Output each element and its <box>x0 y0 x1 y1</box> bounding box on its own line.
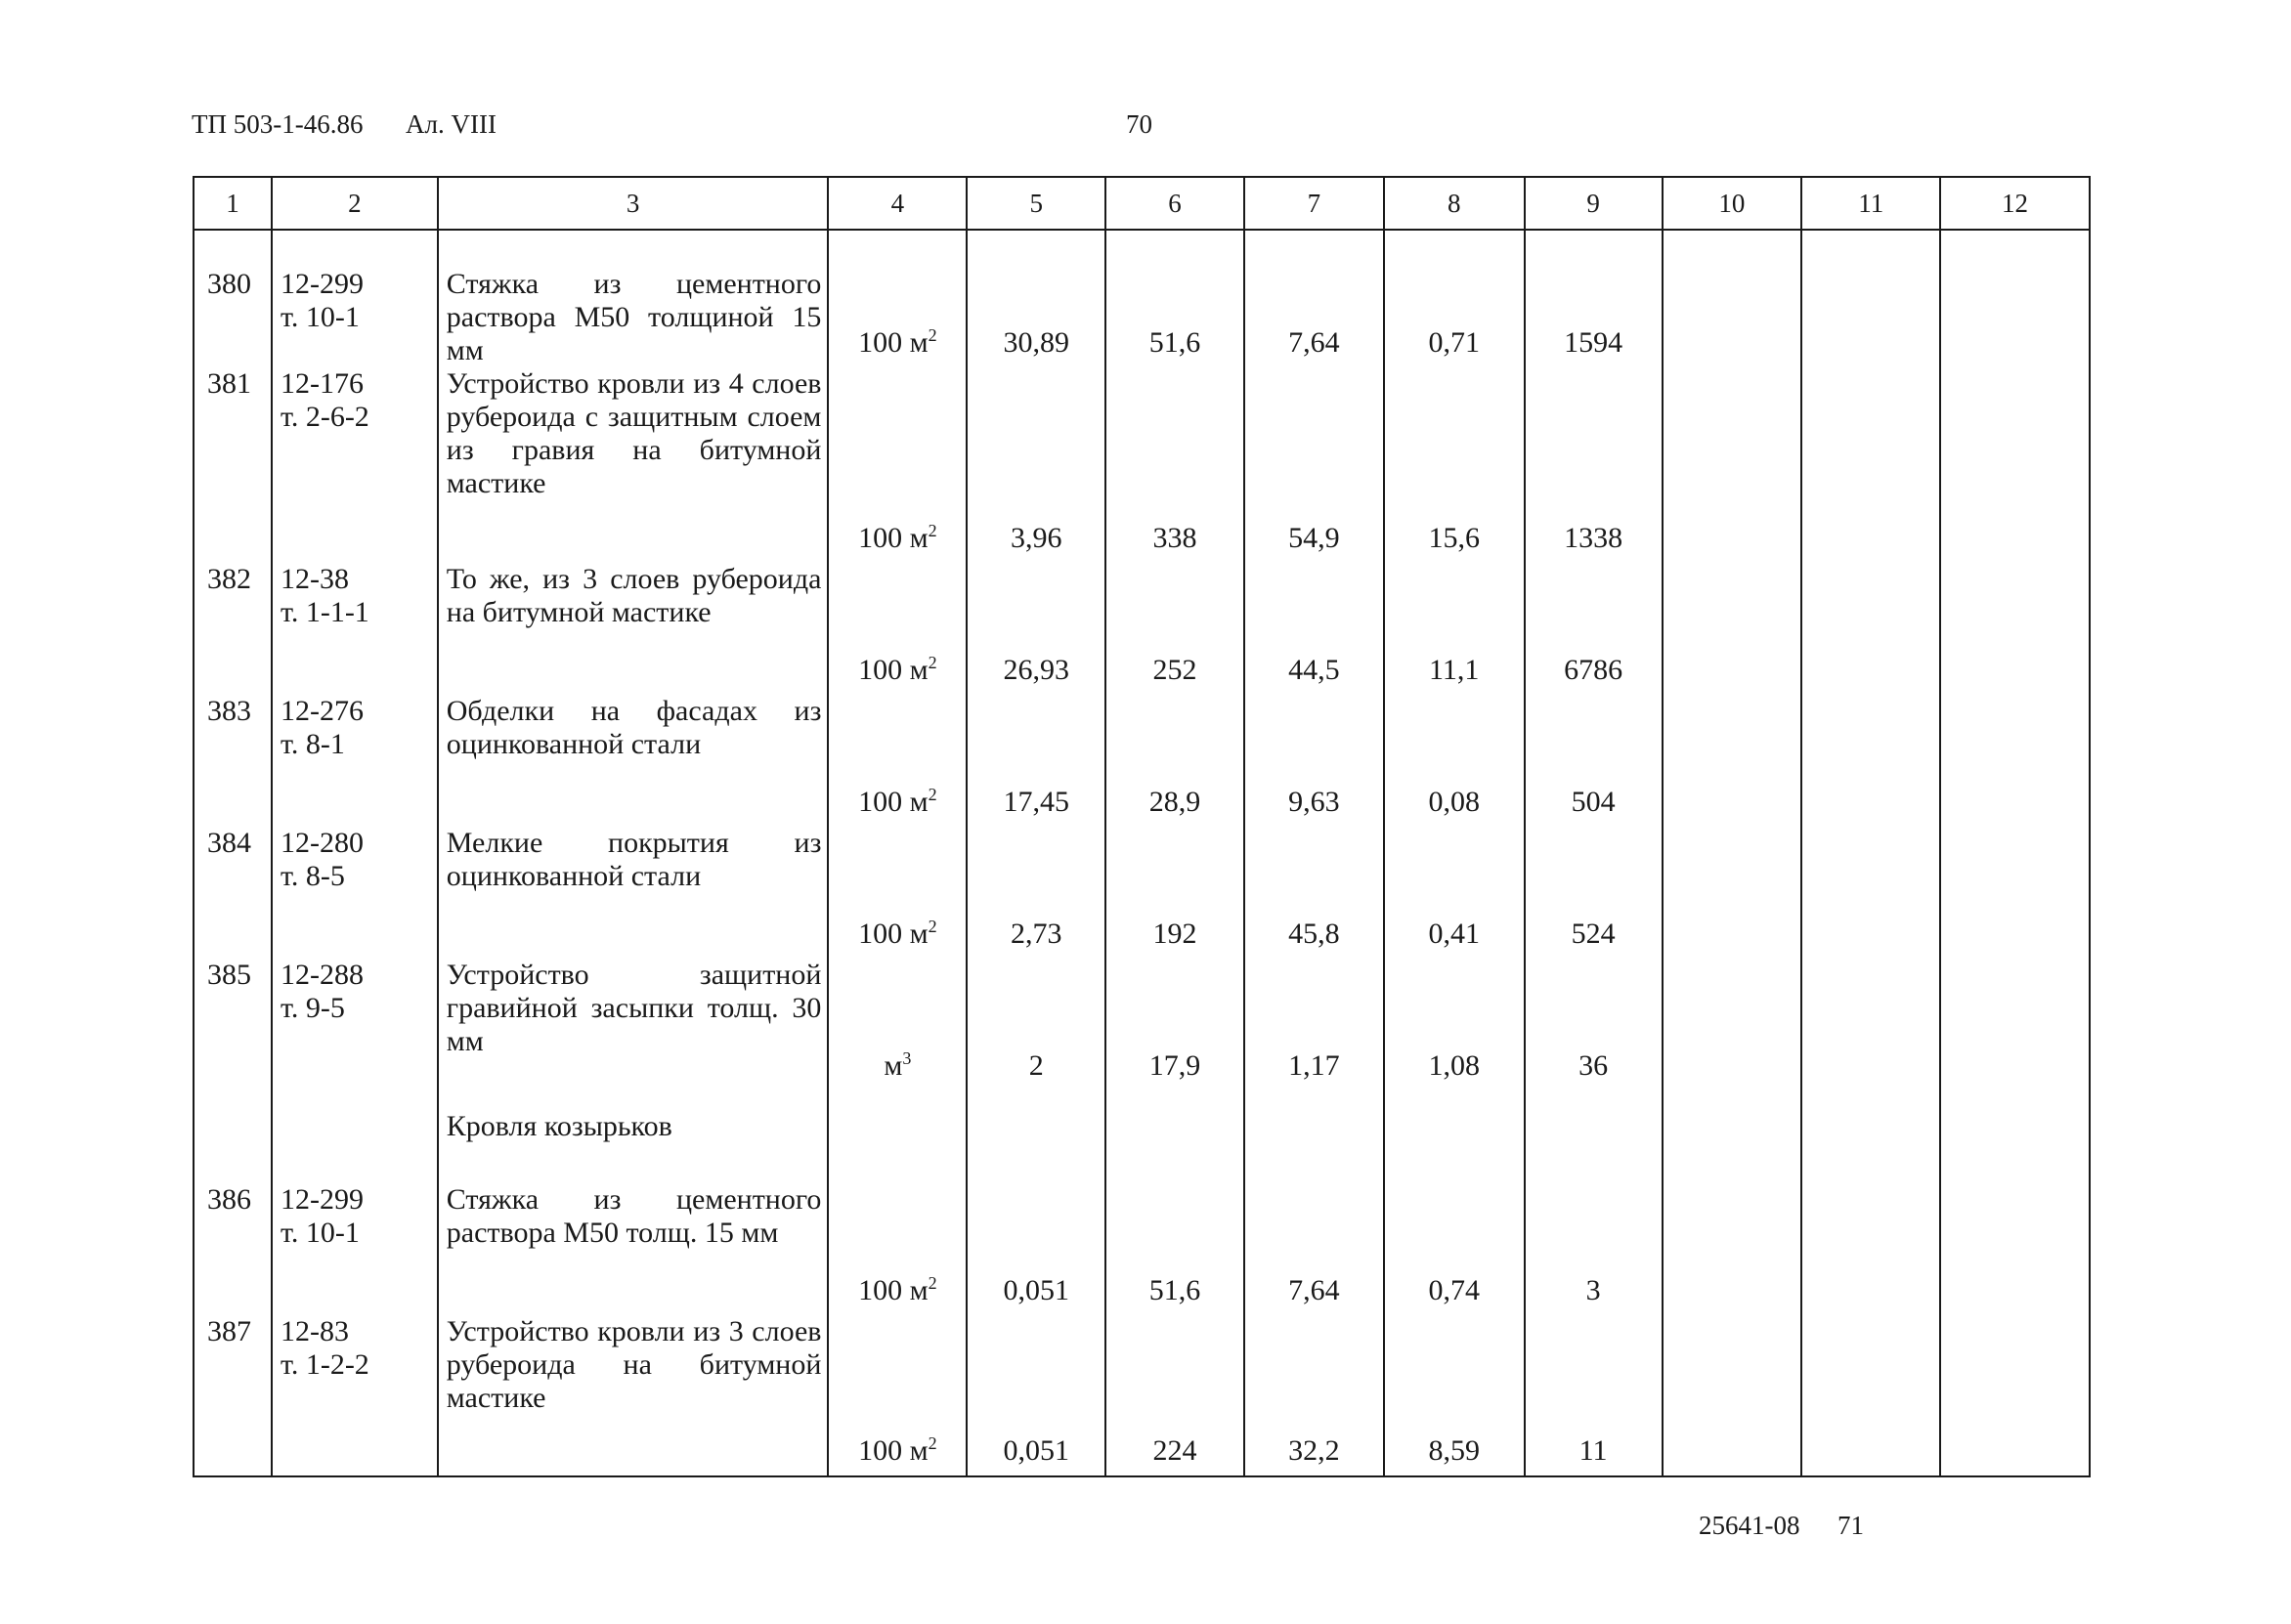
work-description: Мелкие покрытия из оцинкованной стали <box>438 827 829 959</box>
empty-cell <box>1801 563 1940 695</box>
empty-cell <box>1663 959 1802 1090</box>
row-number: 384 <box>194 827 272 959</box>
norm-code: 12-83 <box>280 1315 349 1347</box>
section-title: Кровля козырьков <box>446 1110 672 1142</box>
value-c9: 6786 <box>1525 563 1663 695</box>
empty-cell <box>1940 1315 2090 1476</box>
table-row <box>194 959 2090 1090</box>
unit-exponent: 2 <box>928 1273 937 1293</box>
norm-code-cell <box>272 1183 438 1315</box>
footer-page-number: 71 <box>1837 1511 1864 1540</box>
unit-cell <box>828 1315 967 1476</box>
empty-cell <box>1801 827 1940 959</box>
value-c5: 2 <box>967 959 1105 1090</box>
work-description: Устройство защитной гравийной засыпки толщ. 30 мм <box>438 959 829 1090</box>
value-c8: 0,71 <box>1384 230 1525 367</box>
value-c9: 11 <box>1525 1315 1663 1476</box>
empty-cell <box>1940 827 2090 959</box>
table-cell <box>272 1090 438 1183</box>
value-c8: 0,41 <box>1384 827 1525 959</box>
empty-cell <box>1801 959 1940 1090</box>
empty-cell <box>1940 230 2090 367</box>
value-c7: 44,5 <box>1244 563 1384 695</box>
norm-code: 12-299 <box>280 268 364 300</box>
value-c6: 28,9 <box>1105 695 1244 827</box>
table-cell <box>828 1090 967 1183</box>
table-cell <box>438 1090 829 1183</box>
norm-table-ref: т. 10-1 <box>280 301 360 333</box>
norm-code-cell <box>272 959 438 1090</box>
value-c9: 3 <box>1525 1183 1663 1315</box>
work-description: Стяжка из цементного раствора М50 толщ. 15 мм <box>438 1183 829 1315</box>
table-cell <box>1244 1090 1384 1183</box>
unit-exponent: 2 <box>928 917 937 936</box>
work-description: То же, из 3 слоев рубероида на битумной мастике <box>438 563 829 695</box>
value-c5: 3,96 <box>967 367 1105 563</box>
norm-code: 12-299 <box>280 1183 364 1216</box>
table-row <box>194 563 2090 695</box>
column-header: 2 <box>272 177 438 230</box>
unit-exponent: 2 <box>928 653 937 672</box>
value-c9: 36 <box>1525 959 1663 1090</box>
value-c9: 1338 <box>1525 367 1663 563</box>
table-row <box>194 695 2090 827</box>
value-c5: 0,051 <box>967 1183 1105 1315</box>
value-c6: 252 <box>1105 563 1244 695</box>
row-number: 381 <box>194 367 272 563</box>
header-row <box>194 177 2090 230</box>
value-c6: 224 <box>1105 1315 1244 1476</box>
value-c6: 338 <box>1105 367 1244 563</box>
norm-table-ref: т. 1-1-1 <box>280 596 369 628</box>
norm-table-ref: т. 8-5 <box>280 860 345 892</box>
unit-exponent: 2 <box>928 785 937 804</box>
table-cell <box>1801 1090 1940 1183</box>
estimate-table <box>193 176 2091 1477</box>
norm-code: 12-288 <box>280 959 364 991</box>
norm-code-cell <box>272 827 438 959</box>
row-number: 380 <box>194 230 272 367</box>
unit-cell <box>828 695 967 827</box>
empty-cell <box>1940 367 2090 563</box>
value-c7: 7,64 <box>1244 230 1384 367</box>
footer-code: 25641-08 <box>1699 1511 1800 1540</box>
unit: м <box>884 1049 903 1082</box>
column-header: 10 <box>1663 177 1802 230</box>
value-c6: 17,9 <box>1105 959 1244 1090</box>
work-description: Устройство кровли из 3 слоев рубероида на битумной мастике <box>438 1315 829 1476</box>
row-number: 382 <box>194 563 272 695</box>
unit-cell <box>828 563 967 695</box>
column-header: 1 <box>194 177 272 230</box>
unit-cell <box>828 1183 967 1315</box>
empty-cell <box>1801 695 1940 827</box>
norm-code: 12-280 <box>280 827 364 859</box>
empty-cell <box>1801 1315 1940 1476</box>
value-c9: 524 <box>1525 827 1663 959</box>
value-c7: 45,8 <box>1244 827 1384 959</box>
work-description: Обделки на фасадах из оцинкованной стали <box>438 695 829 827</box>
row-number: 383 <box>194 695 272 827</box>
norm-table-ref: т. 1-2-2 <box>280 1348 369 1381</box>
value-c6: 51,6 <box>1105 1183 1244 1315</box>
value-c7: 9,63 <box>1244 695 1384 827</box>
row-number: 385 <box>194 959 272 1090</box>
unit-exponent: 2 <box>928 1433 937 1453</box>
value-c8: 1,08 <box>1384 959 1525 1090</box>
empty-cell <box>1663 1183 1802 1315</box>
unit: 100 м <box>858 1274 929 1306</box>
table-cell <box>1663 1090 1802 1183</box>
empty-cell <box>1940 695 2090 827</box>
empty-cell <box>1801 367 1940 563</box>
norm-code-cell <box>272 563 438 695</box>
column-header: 5 <box>967 177 1105 230</box>
row-number: 386 <box>194 1183 272 1315</box>
table-cell <box>1940 1090 2090 1183</box>
work-description: Устройство кровли из 4 слоев рубероида с защитным слоем из гравия на битумной мастике <box>438 367 829 563</box>
norm-code: 12-38 <box>280 563 349 595</box>
document-code: ТП 503-1-46.86 <box>192 109 364 139</box>
empty-cell <box>1801 1183 1940 1315</box>
value-c7: 32,2 <box>1244 1315 1384 1476</box>
work-description: Стяжка из цементного раствора М50 толщиной 15 мм <box>438 230 829 367</box>
album-number: Ал. VIII <box>406 109 497 139</box>
value-c9: 504 <box>1525 695 1663 827</box>
value-c6: 192 <box>1105 827 1244 959</box>
row-number: 387 <box>194 1315 272 1476</box>
value-c5: 30,89 <box>967 230 1105 367</box>
empty-cell <box>1663 827 1802 959</box>
table-row <box>194 367 2090 563</box>
norm-code: 12-276 <box>280 695 364 727</box>
unit-exponent: 2 <box>928 521 937 540</box>
table-row <box>194 1315 2090 1476</box>
column-header: 9 <box>1525 177 1663 230</box>
value-c6: 51,6 <box>1105 230 1244 367</box>
value-c8: 0,74 <box>1384 1183 1525 1315</box>
value-c5: 26,93 <box>967 563 1105 695</box>
section-row <box>194 1090 2090 1183</box>
value-c8: 8,59 <box>1384 1315 1525 1476</box>
empty-cell <box>1663 695 1802 827</box>
empty-cell <box>1663 367 1802 563</box>
table-cell <box>194 1090 272 1183</box>
unit: 100 м <box>858 522 929 554</box>
table-cell <box>1384 1090 1525 1183</box>
table-cell <box>967 1090 1105 1183</box>
norm-table-ref: т. 8-1 <box>280 728 345 760</box>
value-c5: 0,051 <box>967 1315 1105 1476</box>
column-header: 4 <box>828 177 967 230</box>
unit: 100 м <box>858 654 929 686</box>
empty-cell <box>1940 563 2090 695</box>
value-c8: 11,1 <box>1384 563 1525 695</box>
unit: 100 м <box>858 1434 929 1467</box>
empty-cell <box>1663 1315 1802 1476</box>
norm-code: 12-176 <box>280 367 364 400</box>
empty-cell <box>1940 1183 2090 1315</box>
norm-code-cell <box>272 230 438 367</box>
norm-table-ref: т. 10-1 <box>280 1217 360 1249</box>
unit-cell <box>828 230 967 367</box>
empty-cell <box>1801 230 1940 367</box>
table-row <box>194 1183 2090 1315</box>
unit: 100 м <box>858 918 929 950</box>
page-number: 70 <box>1126 109 1152 139</box>
unit-cell <box>828 827 967 959</box>
norm-table-ref: т. 9-5 <box>280 992 345 1024</box>
column-header: 6 <box>1105 177 1244 230</box>
value-c7: 54,9 <box>1244 367 1384 563</box>
column-header: 11 <box>1801 177 1940 230</box>
unit: 100 м <box>858 326 929 359</box>
value-c7: 7,64 <box>1244 1183 1384 1315</box>
norm-code-cell <box>272 695 438 827</box>
value-c5: 2,73 <box>967 827 1105 959</box>
table-cell <box>1105 1090 1244 1183</box>
value-c5: 17,45 <box>967 695 1105 827</box>
table-row <box>194 827 2090 959</box>
empty-cell <box>1940 959 2090 1090</box>
column-header: 7 <box>1244 177 1384 230</box>
unit: 100 м <box>858 786 929 818</box>
norm-table-ref: т. 2-6-2 <box>280 401 369 433</box>
value-c7: 1,17 <box>1244 959 1384 1090</box>
unit-exponent: 3 <box>902 1048 912 1068</box>
empty-cell <box>1663 230 1802 367</box>
table-row <box>194 230 2090 367</box>
unit-cell <box>828 959 967 1090</box>
empty-cell <box>1663 563 1802 695</box>
value-c9: 1594 <box>1525 230 1663 367</box>
norm-code-cell <box>272 367 438 563</box>
column-header: 3 <box>438 177 829 230</box>
unit-exponent: 2 <box>928 325 937 345</box>
norm-code-cell <box>272 1315 438 1476</box>
value-c8: 0,08 <box>1384 695 1525 827</box>
column-header: 8 <box>1384 177 1525 230</box>
table-cell <box>1525 1090 1663 1183</box>
unit-cell <box>828 367 967 563</box>
column-header: 12 <box>1940 177 2090 230</box>
value-c8: 15,6 <box>1384 367 1525 563</box>
